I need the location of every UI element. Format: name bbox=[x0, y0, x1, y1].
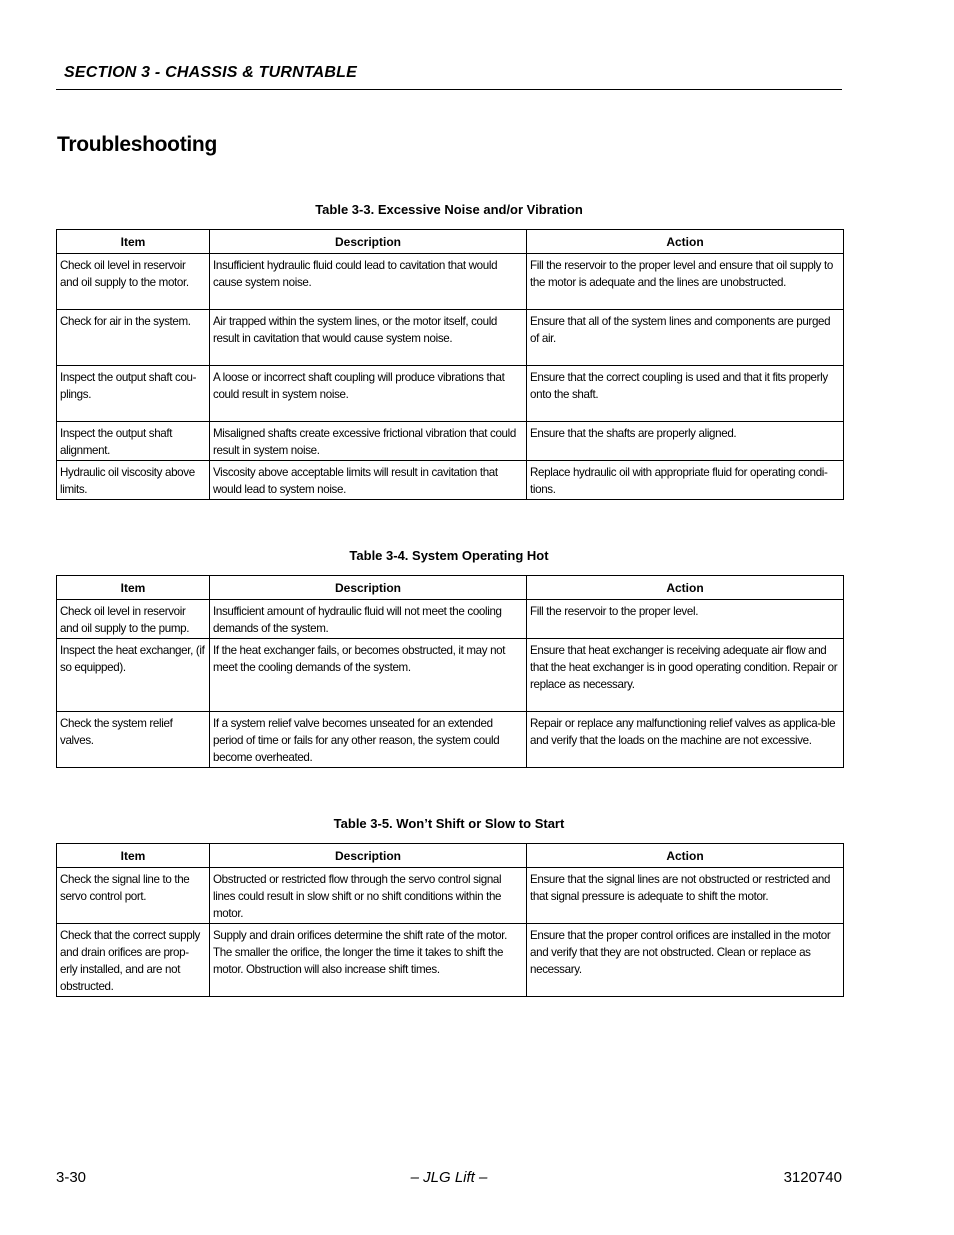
table-header-row bbox=[57, 576, 844, 600]
table-cell: Repair or replace any malfunctioning relief valves as applica-ble and verify that the loads on the machine are not excessive. bbox=[527, 712, 844, 768]
table-cell: Ensure that the correct coupling is used and that it fits properly onto the shaft. bbox=[527, 366, 844, 422]
section-header: SECTION 3 - CHASSIS & TURNTABLE bbox=[64, 64, 358, 81]
column-header: Description bbox=[210, 230, 527, 254]
table-cell: Insufficient hydraulic fluid could lead to cavitation that would cause system noise. bbox=[210, 254, 527, 310]
table-cell: Check the system relief valves. bbox=[57, 712, 210, 768]
table-cell: Check for air in the system. bbox=[57, 310, 210, 366]
table-cell: Check that the correct supply and drain orifices are prop-erly installed, and are not obstructed. bbox=[57, 924, 210, 997]
table-row bbox=[57, 924, 844, 997]
column-header: Description bbox=[210, 844, 527, 868]
table-caption: Table 3-3. Excessive Noise and/or Vibration bbox=[315, 202, 583, 217]
table-cell: Check the signal line to the servo control port. bbox=[57, 868, 210, 924]
table-cell: If the heat exchanger fails, or becomes obstructed, it may not meet the cooling demands of the system. bbox=[210, 639, 527, 712]
table-cell: Inspect the output shaft cou-plings. bbox=[57, 366, 210, 422]
table-header-row bbox=[57, 230, 844, 254]
column-header: Description bbox=[210, 576, 527, 600]
table-cell: Ensure that the signal lines are not obstructed or restricted and that signal pressure is adequate to shift the motor. bbox=[527, 868, 844, 924]
table-cell: Obstructed or restricted flow through the servo control signal lines could result in slow shift or no shift conditions within the motor. bbox=[210, 868, 527, 924]
table-row bbox=[57, 600, 844, 639]
table-row bbox=[57, 422, 844, 461]
table-cell: Air trapped within the system lines, or the motor itself, could result in cavitation that would cause system noise. bbox=[210, 310, 527, 366]
column-header: Item bbox=[57, 230, 210, 254]
table-row bbox=[57, 639, 844, 712]
table-cell: Insufficient amount of hydraulic fluid will not meet the cooling demands of the system. bbox=[210, 600, 527, 639]
table-cell: Supply and drain orifices determine the shift rate of the motor. The smaller the orifice, the longer the time it takes to shift the motor. Obstruction will also increase shift times. bbox=[210, 924, 527, 997]
table-cell: Check oil level in reservoir and oil supply to the pump. bbox=[57, 600, 210, 639]
header-divider bbox=[56, 89, 842, 90]
table-cell: Hydraulic oil viscosity above limits. bbox=[57, 461, 210, 500]
page-number: 3-30 bbox=[56, 1169, 87, 1186]
column-header: Action bbox=[527, 576, 844, 600]
table-cell: Viscosity above acceptable limits will result in cavitation that would lead to system noise. bbox=[210, 461, 527, 500]
table-row bbox=[57, 254, 844, 310]
table-cell: Fill the reservoir to the proper level. bbox=[527, 600, 844, 639]
table-row bbox=[57, 868, 844, 924]
column-header: Action bbox=[527, 230, 844, 254]
table-cell: Check oil level in reservoir and oil supply to the motor. bbox=[57, 254, 210, 310]
document-number: 3120740 bbox=[783, 1169, 842, 1186]
table-cell: A loose or incorrect shaft coupling will produce vibrations that could result in system noise. bbox=[210, 366, 527, 422]
column-header: Item bbox=[57, 576, 210, 600]
publisher-footer: – JLG Lift – bbox=[410, 1169, 488, 1186]
page-title: Troubleshooting bbox=[57, 133, 217, 156]
column-header: Item bbox=[57, 844, 210, 868]
troubleshooting-table bbox=[56, 843, 844, 997]
table-cell: Misaligned shafts create excessive frictional vibration that could result in system noise. bbox=[210, 422, 527, 461]
table-cell: Ensure that the shafts are properly aligned. bbox=[527, 422, 844, 461]
troubleshooting-table bbox=[56, 229, 844, 500]
table-cell: Replace hydraulic oil with appropriate fluid for operating condi-tions. bbox=[527, 461, 844, 500]
column-header: Action bbox=[527, 844, 844, 868]
table-caption: Table 3-4. System Operating Hot bbox=[349, 548, 549, 563]
table-caption: Table 3-5. Won’t Shift or Slow to Start bbox=[333, 816, 565, 831]
table-row bbox=[57, 310, 844, 366]
table-cell: Inspect the output shaft alignment. bbox=[57, 422, 210, 461]
table-row bbox=[57, 461, 844, 500]
table-cell: Fill the reservoir to the proper level and ensure that oil supply to the motor is adequate and the lines are unobstructed. bbox=[527, 254, 844, 310]
table-header-row bbox=[57, 844, 844, 868]
table-cell: Inspect the heat exchanger, (if so equipped). bbox=[57, 639, 210, 712]
troubleshooting-table bbox=[56, 575, 844, 768]
table-cell: If a system relief valve becomes unseated for an extended period of time or fails for any other reason, the system could become overheated. bbox=[210, 712, 527, 768]
table-cell: Ensure that all of the system lines and components are purged of air. bbox=[527, 310, 844, 366]
table-row bbox=[57, 712, 844, 768]
table-cell: Ensure that the proper control orifices are installed in the motor and verify that they are not obstructed. Clean or replace as necessary. bbox=[527, 924, 844, 997]
table-cell: Ensure that heat exchanger is receiving adequate air flow and that the heat exchanger is in good operating condition. Repair or replace as necessary. bbox=[527, 639, 844, 712]
table-row bbox=[57, 366, 844, 422]
